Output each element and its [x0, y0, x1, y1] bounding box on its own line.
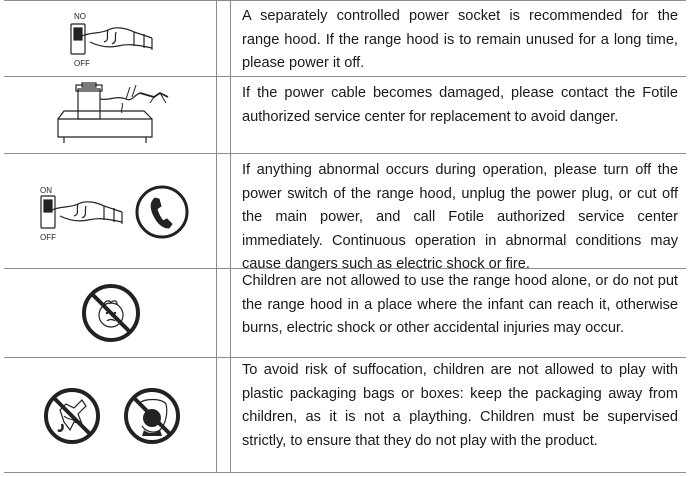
no-children-icon	[80, 282, 142, 344]
no-suffocation-icon	[122, 386, 182, 446]
column-divider	[216, 154, 217, 269]
power-cable-plug-icon	[50, 81, 180, 149]
table-row	[4, 357, 686, 473]
switch-on-label: NO	[74, 12, 86, 21]
column-divider	[230, 358, 231, 473]
column-divider	[230, 1, 231, 77]
row-text: If the power cable becomes damaged, please contact the Fotile authorized service center for replacement to avoid danger.	[242, 85, 678, 125]
table-row	[4, 268, 686, 358]
column-divider	[216, 77, 217, 154]
icon-cell	[4, 1, 216, 77]
row-text: Children are not allowed to use the range hood alone, or do not put the range hood in a place where the infant can reach it, otherwise burns, electric shock or other accidental injuries may occur.	[242, 273, 678, 336]
column-divider	[216, 1, 217, 77]
column-divider	[230, 77, 231, 154]
icon-cell	[4, 358, 216, 473]
column-divider	[216, 269, 217, 358]
icon-cell	[4, 269, 216, 358]
icon-cell	[4, 77, 216, 154]
telephone-icon	[134, 184, 190, 240]
column-divider	[216, 358, 217, 473]
wall-switch-hand-icon	[30, 182, 130, 244]
row-text: A separately controlled power socket is recommended for the range hood. If the range hood is to remain unused for a long time, please power it off.	[242, 8, 678, 71]
column-divider	[230, 269, 231, 358]
wall-switch-hand-icon	[60, 8, 160, 70]
table-row	[4, 153, 686, 272]
icon-cell	[4, 154, 216, 269]
table-row	[4, 0, 686, 77]
row-text: To avoid risk of suffocation, children are not allowed to play with plastic packaging bags or boxes: keep the packaging away from children, as it is not a plaything. Children must be supervised strictly, to ensure that they do not play with the product.	[242, 362, 678, 449]
safety-table	[4, 0, 686, 473]
table-row	[4, 76, 686, 154]
switch-on-label: ON	[40, 186, 52, 195]
row-text: If anything abnormal occurs during operation, please turn off the power switch of the range hood, unplug the power plug, or cut off the main power, and call Fotile authorized service center immediately. Continuous operation in abnormal conditions may cause dangers such as electric shock or fire.	[242, 162, 678, 272]
column-divider	[230, 154, 231, 269]
switch-off-label: OFF	[40, 233, 56, 242]
switch-off-label: OFF	[74, 59, 90, 68]
no-plastic-bag-icon	[42, 386, 102, 446]
